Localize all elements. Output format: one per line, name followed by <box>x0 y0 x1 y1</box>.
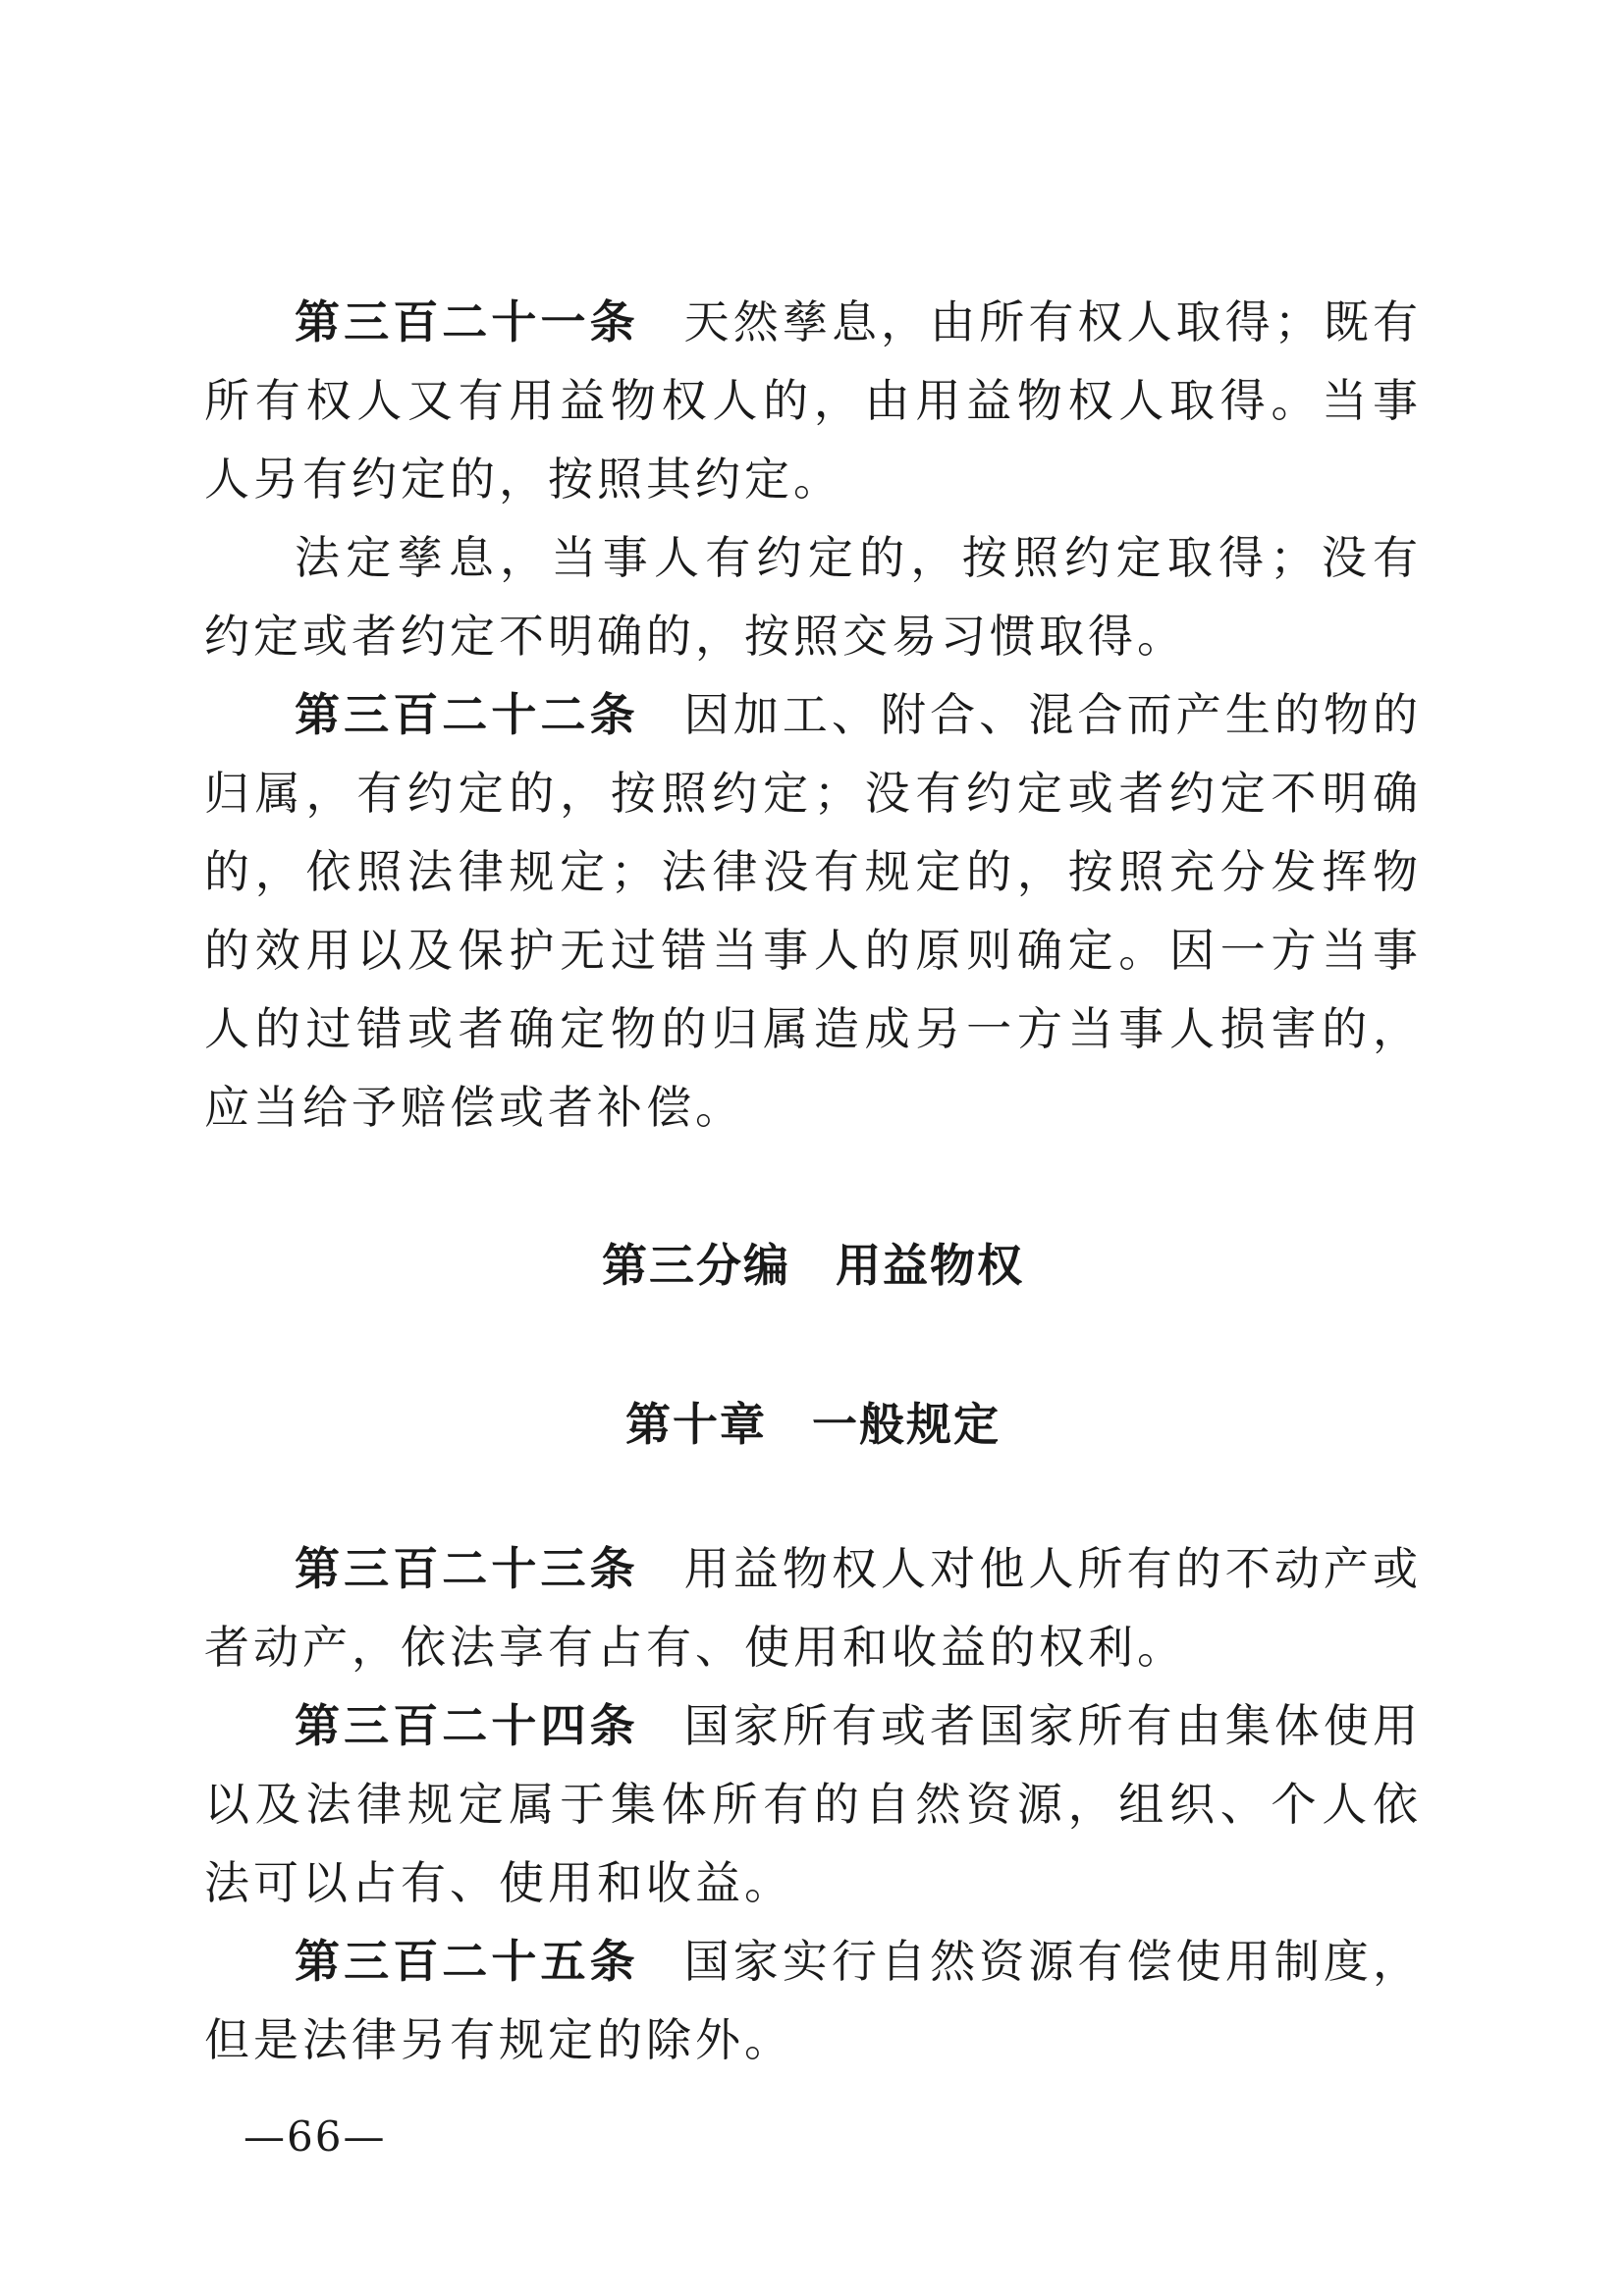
article-321-title: 第三百二十一条 <box>295 295 639 348</box>
part-heading <box>204 1211 1422 1319</box>
article-323 <box>204 1529 1422 1686</box>
article-323-text: 用益物权人对他人所有的不动产或者动产，依法享有占有、使用和收益的权利。 <box>204 1542 1423 1674</box>
article-321-text: 天然孳息，由所有权人取得；既有所有权人又有用益物权人的，由用益物权人取得。当事人另有约定的，按照其约定。 <box>204 295 1423 506</box>
chapter-heading-number: 第十章 <box>625 1398 767 1451</box>
article-325-text: 国家实行自然资源有偿使用制度，但是法律另有规定的除外。 <box>204 1935 1423 2066</box>
article-325 <box>204 1922 1422 2079</box>
part-heading-name: 用益物权 <box>836 1239 1024 1292</box>
article-324-title: 第三百二十四条 <box>295 1699 639 1752</box>
chapter-heading <box>204 1370 1422 1478</box>
article-324-text: 国家所有或者国家所有由集体使用以及法律规定属于集体所有的自然资源，组织、个人依法可以占有、使用和收益。 <box>204 1699 1423 1909</box>
article-322-title: 第三百二十二条 <box>295 688 639 741</box>
article-325-title: 第三百二十五条 <box>295 1935 639 1988</box>
article-322 <box>204 675 1422 1147</box>
part-heading-number: 第三分编 <box>602 1239 790 1292</box>
chapter-heading-name: 一般规定 <box>812 1398 1001 1451</box>
article-324 <box>204 1686 1422 1922</box>
article-322-text: 因加工、附合、混合而产生的物的归属，有约定的，按照约定；没有约定或者约定不明确的，依照法律规定；法律没有规定的，按照充分发挥物的效用以及保护无过错当事人的原则确定。因一方当事人的过错或者确定物的归属造成另一方当事人损害的，应当给予赔偿或者补偿。 <box>204 688 1423 1134</box>
article-323-title: 第三百二十三条 <box>295 1542 639 1595</box>
article-321 <box>204 283 1422 518</box>
article-321-paragraph-2: 法定孳息，当事人有约定的，按照约定取得；没有约定或者约定不明确的，按照交易习惯取得。 <box>204 531 1422 663</box>
page-number: —66— <box>244 2112 387 2161</box>
document-page <box>204 283 1422 2079</box>
